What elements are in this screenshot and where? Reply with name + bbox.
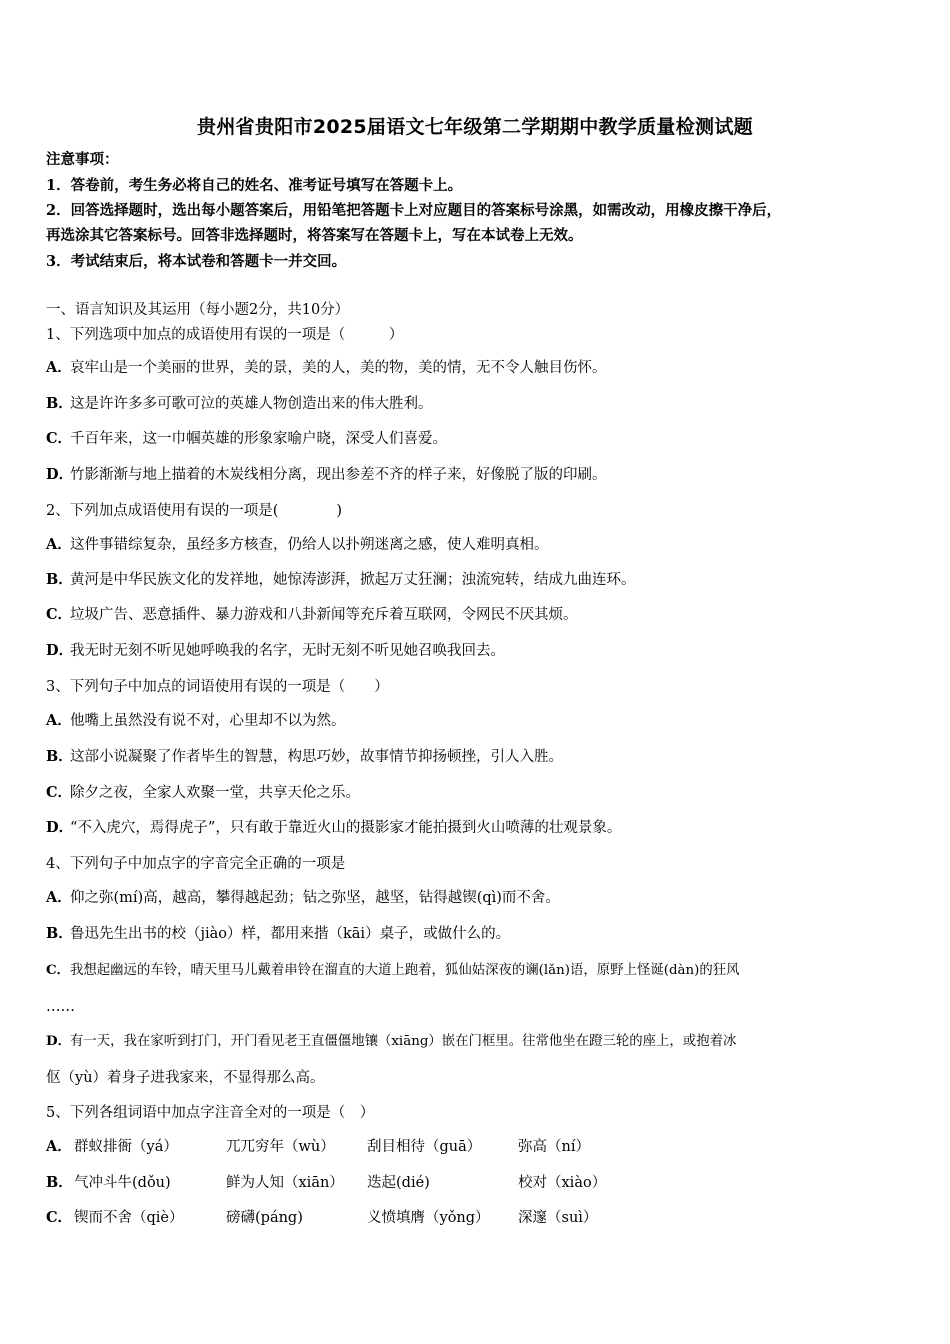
option-text: 除夕之夜，全家人欢聚一堂，共享天伦之乐。 bbox=[70, 785, 360, 801]
option-row bbox=[46, 711, 346, 731]
option-row bbox=[46, 747, 563, 767]
option-row bbox=[46, 960, 740, 981]
question-stem: 4、下列句子中加点字的字音完全正确的一项是 bbox=[46, 856, 346, 872]
option-label: A． bbox=[46, 712, 72, 729]
option-label: D． bbox=[46, 642, 74, 659]
section-heading: 一、语言知识及其运用（每小题2分，共10分） bbox=[46, 302, 350, 318]
option-row bbox=[46, 924, 510, 944]
notice-item: 1．答卷前，考生务必将自己的姓名、准考证号填写在答题卡上。 bbox=[46, 177, 463, 194]
option-text: 这部小说凝聚了作者毕生的智慧，构思巧妙，故事情节抑扬顿挫，引人入胜。 bbox=[70, 749, 563, 765]
word-cell: 迭起(dié) bbox=[367, 1175, 430, 1191]
option-label: D． bbox=[46, 1033, 72, 1049]
option-label: A． bbox=[46, 536, 72, 553]
option-row bbox=[46, 818, 621, 838]
question-stem: 3、下列句子中加点的词语使用有误的一项是（ ） bbox=[46, 679, 389, 695]
option-text: 这件事错综复杂，虽经多方核查，仍给人以扑朔迷离之感，使人难明真相。 bbox=[70, 537, 549, 553]
option-text: 千百年来，这一巾帼英雄的形象家喻户晓，深受人们喜爱。 bbox=[70, 431, 447, 447]
option-label: C． bbox=[46, 1209, 73, 1226]
option-text: 我想起幽远的车铃，晴天里马儿戴着串铃在溜直的大道上跑着，狐仙姑深夜的谰(lǎn)语，原野上怪诞(dàn)的狂风 bbox=[70, 963, 740, 978]
option-label: A． bbox=[46, 359, 72, 376]
option-label: B． bbox=[46, 571, 73, 588]
option-text: 仰之弥(mí)高，越高，攀得越起劲；钻之弥坚，越坚，钻得越锲(qì)而不舍。 bbox=[70, 890, 560, 906]
option-text: “不入虎穴，焉得虎子”，只有敢于靠近火山的摄影家才能拍摄到火山喷薄的壮观景象。 bbox=[70, 820, 622, 836]
word-cell: 鲜为人知（xiān） bbox=[226, 1175, 344, 1191]
notice-item: 再选涂其它答案标号。回答非选择题时，将答案写在答题卡上，写在本试卷上无效。 bbox=[46, 227, 583, 244]
option-row bbox=[46, 641, 505, 661]
option-label: A． bbox=[46, 1138, 72, 1155]
word-cell: 锲而不舍（qiè） bbox=[74, 1210, 184, 1226]
option-row bbox=[46, 783, 360, 803]
word-cell: 校对（xiào） bbox=[518, 1175, 607, 1191]
option-label: A． bbox=[46, 889, 72, 906]
option-row bbox=[46, 888, 560, 908]
option-row bbox=[46, 535, 549, 555]
word-cell: 群蚁排衙（yá） bbox=[74, 1139, 178, 1155]
option-row bbox=[46, 1031, 736, 1052]
option-row bbox=[46, 358, 607, 378]
option-text: 我无时无刻不听见她呼唤我的名字，无时无刻不听见她召唤我回去。 bbox=[70, 643, 505, 659]
option-text: 他嘴上虽然没有说不对，心里却不以为然。 bbox=[70, 713, 346, 729]
option-text: 伛（yù）着身子进我家来，不显得那么高。 bbox=[46, 1070, 325, 1086]
page-title: 贵州省贵阳市2025届语文七年级第二学期期中教学质量检测试题 bbox=[197, 116, 753, 138]
option-label: C． bbox=[46, 962, 71, 978]
option-label: B． bbox=[46, 1174, 73, 1191]
option-text: 鲁迅先生出书的校（jiào）样，都用来揩（kāi）桌子，或做什么的。 bbox=[70, 926, 511, 942]
notice-item: 3．考试结束后，将本试卷和答题卡一并交回。 bbox=[46, 253, 347, 270]
option-continuation bbox=[46, 997, 75, 1017]
notice-item: 2．回答选择题时，选出每小题答案后，用铅笔把答题卡上对应题目的答案标号涂黑，如需改动，用橡皮擦干净后， bbox=[46, 202, 782, 219]
option-continuation bbox=[46, 1068, 325, 1088]
option-label: C． bbox=[46, 784, 73, 801]
word-cell: 深邃（suì） bbox=[518, 1210, 598, 1226]
option-label: C． bbox=[46, 606, 73, 623]
option-label: D． bbox=[46, 819, 74, 836]
question-stem: 1、下列选项中加点的成语使用有误的一项是（ ） bbox=[46, 327, 404, 343]
option-row bbox=[46, 570, 636, 590]
option-text: …… bbox=[46, 999, 75, 1015]
option-label: B． bbox=[46, 925, 73, 942]
word-cell: 气冲斗牛(dǒu) bbox=[74, 1175, 171, 1191]
option-label: B． bbox=[46, 748, 73, 765]
option-text: 这是许许多多可歌可泣的英雄人物创造出来的伟大胜利。 bbox=[70, 396, 433, 412]
option-row bbox=[46, 429, 447, 449]
option-row bbox=[46, 605, 578, 625]
word-cell: 弥高（ní） bbox=[518, 1139, 590, 1155]
word-cell: 磅礴(páng) bbox=[226, 1210, 303, 1226]
word-cell: 兀兀穷年（wù） bbox=[226, 1139, 335, 1155]
option-row bbox=[46, 465, 607, 485]
notice-heading: 注意事项： bbox=[46, 151, 119, 168]
option-label: B． bbox=[46, 395, 73, 412]
option-row bbox=[46, 394, 433, 414]
option-text: 有一天，我在家听到打门，开门看见老王直僵僵地镶（xiāng）嵌在门框里。往常他坐在蹬三轮的座上，或抱着冰 bbox=[70, 1034, 737, 1049]
option-label: D． bbox=[46, 466, 74, 483]
question-stem: 5、下列各组词语中加点字注音全对的一项是（ ） bbox=[46, 1105, 375, 1121]
word-cell: 义愤填膺（yǒng） bbox=[367, 1210, 490, 1226]
word-cell: 刮目相待（guā） bbox=[367, 1139, 482, 1155]
question-stem: 2、下列加点成语使用有误的一项是( ) bbox=[46, 503, 343, 519]
option-text: 垃圾广告、恶意插件、暴力游戏和八卦新闻等充斥着互联网，令网民不厌其烦。 bbox=[70, 607, 578, 623]
option-label: C． bbox=[46, 430, 73, 447]
option-text: 竹影渐渐与地上描着的木炭线相分离，现出参差不齐的样子来，好像脱了版的印刷。 bbox=[70, 467, 607, 483]
option-text: 哀牢山是一个美丽的世界，美的景，美的人，美的物，美的情，无不令人触目伤怀。 bbox=[70, 360, 607, 376]
option-text: 黄河是中华民族文化的发祥地，她惊涛澎湃，掀起万丈狂澜；浊流宛转，结成九曲连环。 bbox=[70, 572, 636, 588]
